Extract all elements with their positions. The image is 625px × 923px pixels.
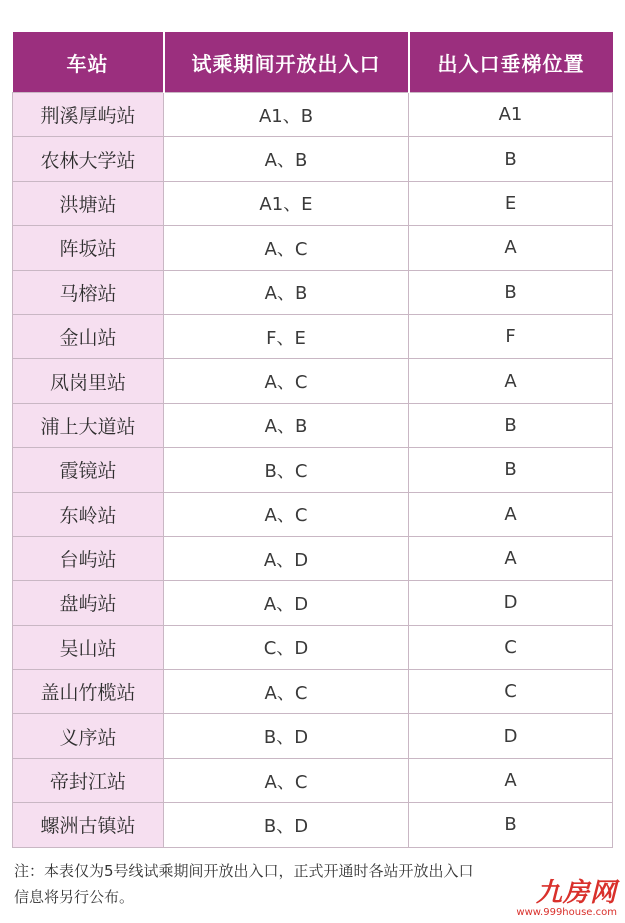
station-name-cell: 凤岗里站: [13, 359, 164, 403]
elevator-location-cell: A: [409, 226, 613, 270]
table-row: [13, 359, 613, 403]
elevator-location-cell: C: [409, 625, 613, 669]
station-name-cell: 荆溪厚屿站: [13, 93, 164, 137]
elevator-location-cell: D: [409, 581, 613, 625]
elevator-location-cell: A1: [409, 93, 613, 137]
table-row: [13, 714, 613, 758]
station-name-cell: 洪塘站: [13, 181, 164, 225]
header-open-exits: 试乘期间开放出入口: [164, 32, 409, 93]
open-exits-cell: A、C: [164, 758, 409, 802]
elevator-location-cell: B: [409, 270, 613, 314]
open-exits-cell: B、D: [164, 714, 409, 758]
station-name-cell: 义序站: [13, 714, 164, 758]
watermark-url: www.999house.com: [516, 907, 617, 918]
exit-info-table-container: [12, 32, 612, 848]
table-row: [13, 226, 613, 270]
station-name-cell: 阵坂站: [13, 226, 164, 270]
elevator-location-cell: C: [409, 670, 613, 714]
elevator-location-cell: A: [409, 359, 613, 403]
elevator-location-cell: F: [409, 314, 613, 358]
table-row: [13, 137, 613, 181]
station-name-cell: 浦上大道站: [13, 403, 164, 447]
table-row: [13, 448, 613, 492]
open-exits-cell: A、C: [164, 492, 409, 536]
open-exits-cell: F、E: [164, 314, 409, 358]
open-exits-cell: A、B: [164, 137, 409, 181]
elevator-location-cell: B: [409, 137, 613, 181]
table-row: [13, 181, 613, 225]
table-row: [13, 670, 613, 714]
table-header-row: [13, 32, 613, 93]
elevator-location-cell: D: [409, 714, 613, 758]
elevator-location-cell: B: [409, 403, 613, 447]
station-name-cell: 盖山竹榄站: [13, 670, 164, 714]
open-exits-cell: C、D: [164, 625, 409, 669]
elevator-location-cell: A: [409, 492, 613, 536]
open-exits-cell: A、B: [164, 403, 409, 447]
table-row: [13, 625, 613, 669]
footnote-line-1: 注：本表仅为5号线试乘期间开放出入口，正式开通时各站开放出入口: [14, 862, 474, 880]
station-name-cell: 吴山站: [13, 625, 164, 669]
table-row: [13, 403, 613, 447]
station-name-cell: 帝封江站: [13, 758, 164, 802]
elevator-location-cell: B: [409, 803, 613, 847]
table-row: [13, 314, 613, 358]
station-name-cell: 盘屿站: [13, 581, 164, 625]
station-name-cell: 螺洲古镇站: [13, 803, 164, 847]
table-row: [13, 581, 613, 625]
elevator-location-cell: A: [409, 758, 613, 802]
station-name-cell: 台屿站: [13, 536, 164, 580]
table-row: [13, 803, 613, 847]
watermark-logo: [516, 879, 617, 919]
open-exits-cell: B、D: [164, 803, 409, 847]
open-exits-cell: A、C: [164, 226, 409, 270]
open-exits-cell: B、C: [164, 448, 409, 492]
station-name-cell: 马榕站: [13, 270, 164, 314]
elevator-location-cell: E: [409, 181, 613, 225]
exit-info-table: [12, 32, 613, 848]
open-exits-cell: A1、E: [164, 181, 409, 225]
open-exits-cell: A、C: [164, 359, 409, 403]
station-name-cell: 农林大学站: [13, 137, 164, 181]
open-exits-cell: A、D: [164, 581, 409, 625]
watermark-brand: 九房网: [535, 878, 617, 908]
table-row: [13, 536, 613, 580]
table-row: [13, 93, 613, 137]
header-elevator-location: 出入口垂梯位置: [409, 32, 613, 93]
table-body: [13, 93, 613, 848]
open-exits-cell: A、C: [164, 670, 409, 714]
header-station: 车站: [13, 32, 164, 93]
footnote-line-2: 信息将另行公布。: [14, 888, 135, 906]
elevator-location-cell: B: [409, 448, 613, 492]
station-name-cell: 霞镜站: [13, 448, 164, 492]
elevator-location-cell: A: [409, 536, 613, 580]
open-exits-cell: A1、B: [164, 93, 409, 137]
table-row: [13, 270, 613, 314]
station-name-cell: 东岭站: [13, 492, 164, 536]
station-name-cell: 金山站: [13, 314, 164, 358]
table-row: [13, 492, 613, 536]
open-exits-cell: A、D: [164, 536, 409, 580]
open-exits-cell: A、B: [164, 270, 409, 314]
table-row: [13, 758, 613, 802]
